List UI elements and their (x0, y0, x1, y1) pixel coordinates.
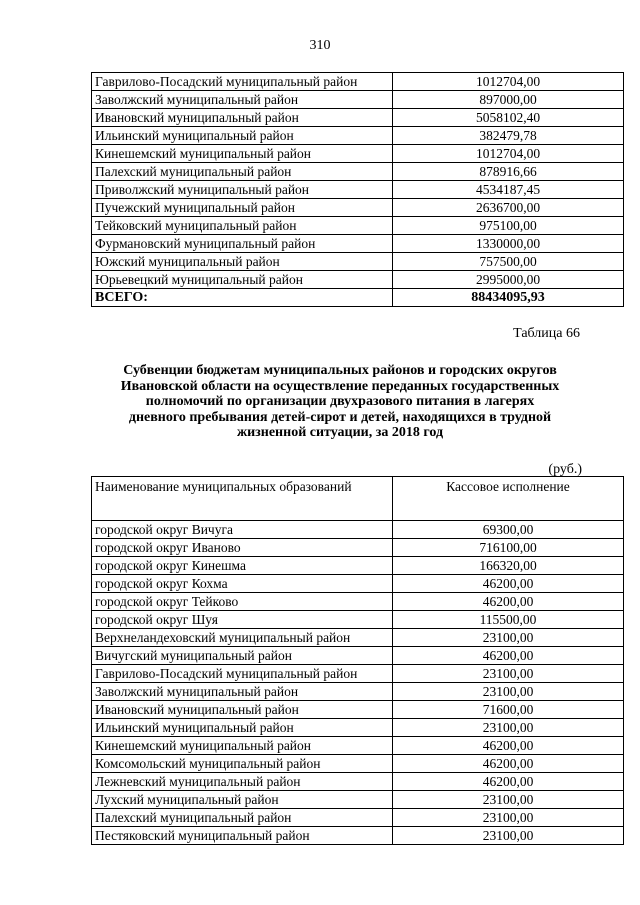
municipality-name: Фурмановский муниципальный район (92, 235, 393, 253)
municipality-name: городской округ Кохма (92, 575, 393, 593)
municipality-name: Палехский муниципальный район (92, 809, 393, 827)
amount-value: 46200,00 (393, 773, 624, 791)
municipality-name: Лухский муниципальный район (92, 791, 393, 809)
municipality-name: городской округ Шуя (92, 611, 393, 629)
municipality-name: Комсомольский муниципальный район (92, 755, 393, 773)
municipality-name: Ивановский муниципальный район (92, 701, 393, 719)
municipality-name: Пучежский муниципальный район (92, 199, 393, 217)
municipality-name: городской округ Иваново (92, 539, 393, 557)
page-number: 310 (309, 38, 331, 53)
table-row (92, 253, 624, 271)
amount-value: 5058102,40 (393, 109, 624, 127)
amount-value: 23100,00 (393, 629, 624, 647)
municipality-name: Ильинский муниципальный район (92, 719, 393, 737)
amount-value: 757500,00 (393, 253, 624, 271)
table-row (92, 557, 624, 575)
table-row (92, 593, 624, 611)
table-row (92, 791, 624, 809)
amount-value: 71600,00 (393, 701, 624, 719)
amount-value: 46200,00 (393, 593, 624, 611)
heading-line: Ивановской области на осуществление переданных государственных (120, 378, 560, 394)
table-row (92, 827, 624, 845)
amount-value: 23100,00 (393, 791, 624, 809)
municipality-name: городской округ Кинешма (92, 557, 393, 575)
amount-value: 23100,00 (393, 683, 624, 701)
table-row (92, 719, 624, 737)
table-row (92, 73, 624, 91)
amount-value: 2636700,00 (393, 199, 624, 217)
municipality-name: Верхнеландеховский муниципальный район (92, 629, 393, 647)
municipality-name: Палехский муниципальный район (92, 163, 393, 181)
municipality-name: Гаврилово-Посадский муниципальный район (92, 665, 393, 683)
amount-value: 115500,00 (393, 611, 624, 629)
amount-value: 46200,00 (393, 755, 624, 773)
amount-value: 2995000,00 (393, 271, 624, 289)
amount-value: 23100,00 (393, 665, 624, 683)
municipality-name: Ильинский муниципальный район (92, 127, 393, 145)
municipality-name: Юрьевецкий муниципальный район (92, 271, 393, 289)
table-row (92, 629, 624, 647)
table-row (92, 163, 624, 181)
table-row (92, 145, 624, 163)
heading-line: дневного пребывания детей-сирот и детей, находящихся в трудной (128, 409, 552, 425)
table-heading (90, 363, 590, 441)
amount-value: 46200,00 (393, 647, 624, 665)
table-label: Таблица 66 (513, 326, 580, 341)
amount-value: 4534187,45 (393, 181, 624, 199)
heading-line: жизненной ситуации, за 2018 год (236, 425, 444, 440)
table-row (92, 809, 624, 827)
amount-value: 23100,00 (393, 809, 624, 827)
municipality-name: Лежневский муниципальный район (92, 773, 393, 791)
municipality-name: Кинешемский муниципальный район (92, 737, 393, 755)
amount-value: 975100,00 (393, 217, 624, 235)
table-row (92, 665, 624, 683)
table-row (92, 647, 624, 665)
municipality-name: ВСЕГО: (92, 289, 393, 307)
header-municipality: Наименование муниципальных образований (92, 477, 393, 521)
amount-value: 69300,00 (393, 521, 624, 539)
table-row (92, 575, 624, 593)
municipality-name: Заволжский муниципальный район (92, 683, 393, 701)
municipality-name: Кинешемский муниципальный район (92, 145, 393, 163)
table-row (92, 683, 624, 701)
amount-value: 166320,00 (393, 557, 624, 575)
municipality-name: городской округ Вичуга (92, 521, 393, 539)
table-row (92, 755, 624, 773)
table-header-row (92, 477, 624, 521)
table-row (92, 521, 624, 539)
table-row (92, 737, 624, 755)
amount-value: 1012704,00 (393, 145, 624, 163)
municipality-name: Ивановский муниципальный район (92, 109, 393, 127)
table-row (92, 271, 624, 289)
table-row (92, 235, 624, 253)
table-row (92, 773, 624, 791)
amount-value: 716100,00 (393, 539, 624, 557)
unit-label: (руб.) (548, 462, 582, 477)
table-previous-continued (91, 72, 624, 307)
amount-value: 23100,00 (393, 827, 624, 845)
municipality-name: Южский муниципальный район (92, 253, 393, 271)
amount-value: 23100,00 (393, 719, 624, 737)
table-66 (91, 476, 624, 845)
municipality-name: Пестяковский муниципальный район (92, 827, 393, 845)
table-row (92, 181, 624, 199)
amount-value: 382479,78 (393, 127, 624, 145)
municipality-name: Приволжский муниципальный район (92, 181, 393, 199)
municipality-name: Тейковский муниципальный район (92, 217, 393, 235)
table-row (92, 109, 624, 127)
municipality-name: Вичугский муниципальный район (92, 647, 393, 665)
total-row (92, 289, 624, 307)
municipality-name: городской округ Тейково (92, 593, 393, 611)
amount-value: 897000,00 (393, 91, 624, 109)
header-execution: Кассовое исполнение (393, 477, 624, 521)
table-row (92, 539, 624, 557)
amount-value: 88434095,93 (393, 289, 624, 307)
table-row (92, 199, 624, 217)
heading-line: Субвенции бюджетам муниципальных районов и городских округов (123, 363, 557, 378)
municipality-name: Гаврилово-Посадский муниципальный район (92, 73, 393, 91)
amount-value: 46200,00 (393, 575, 624, 593)
amount-value: 1330000,00 (393, 235, 624, 253)
table-row (92, 701, 624, 719)
amount-value: 46200,00 (393, 737, 624, 755)
table-row (92, 127, 624, 145)
table-row (92, 91, 624, 109)
table-row (92, 611, 624, 629)
heading-line: полномочий по организации двухразового питания в лагерях (145, 394, 535, 409)
amount-value: 878916,66 (393, 163, 624, 181)
amount-value: 1012704,00 (393, 73, 624, 91)
municipality-name: Заволжский муниципальный район (92, 91, 393, 109)
table-row (92, 217, 624, 235)
